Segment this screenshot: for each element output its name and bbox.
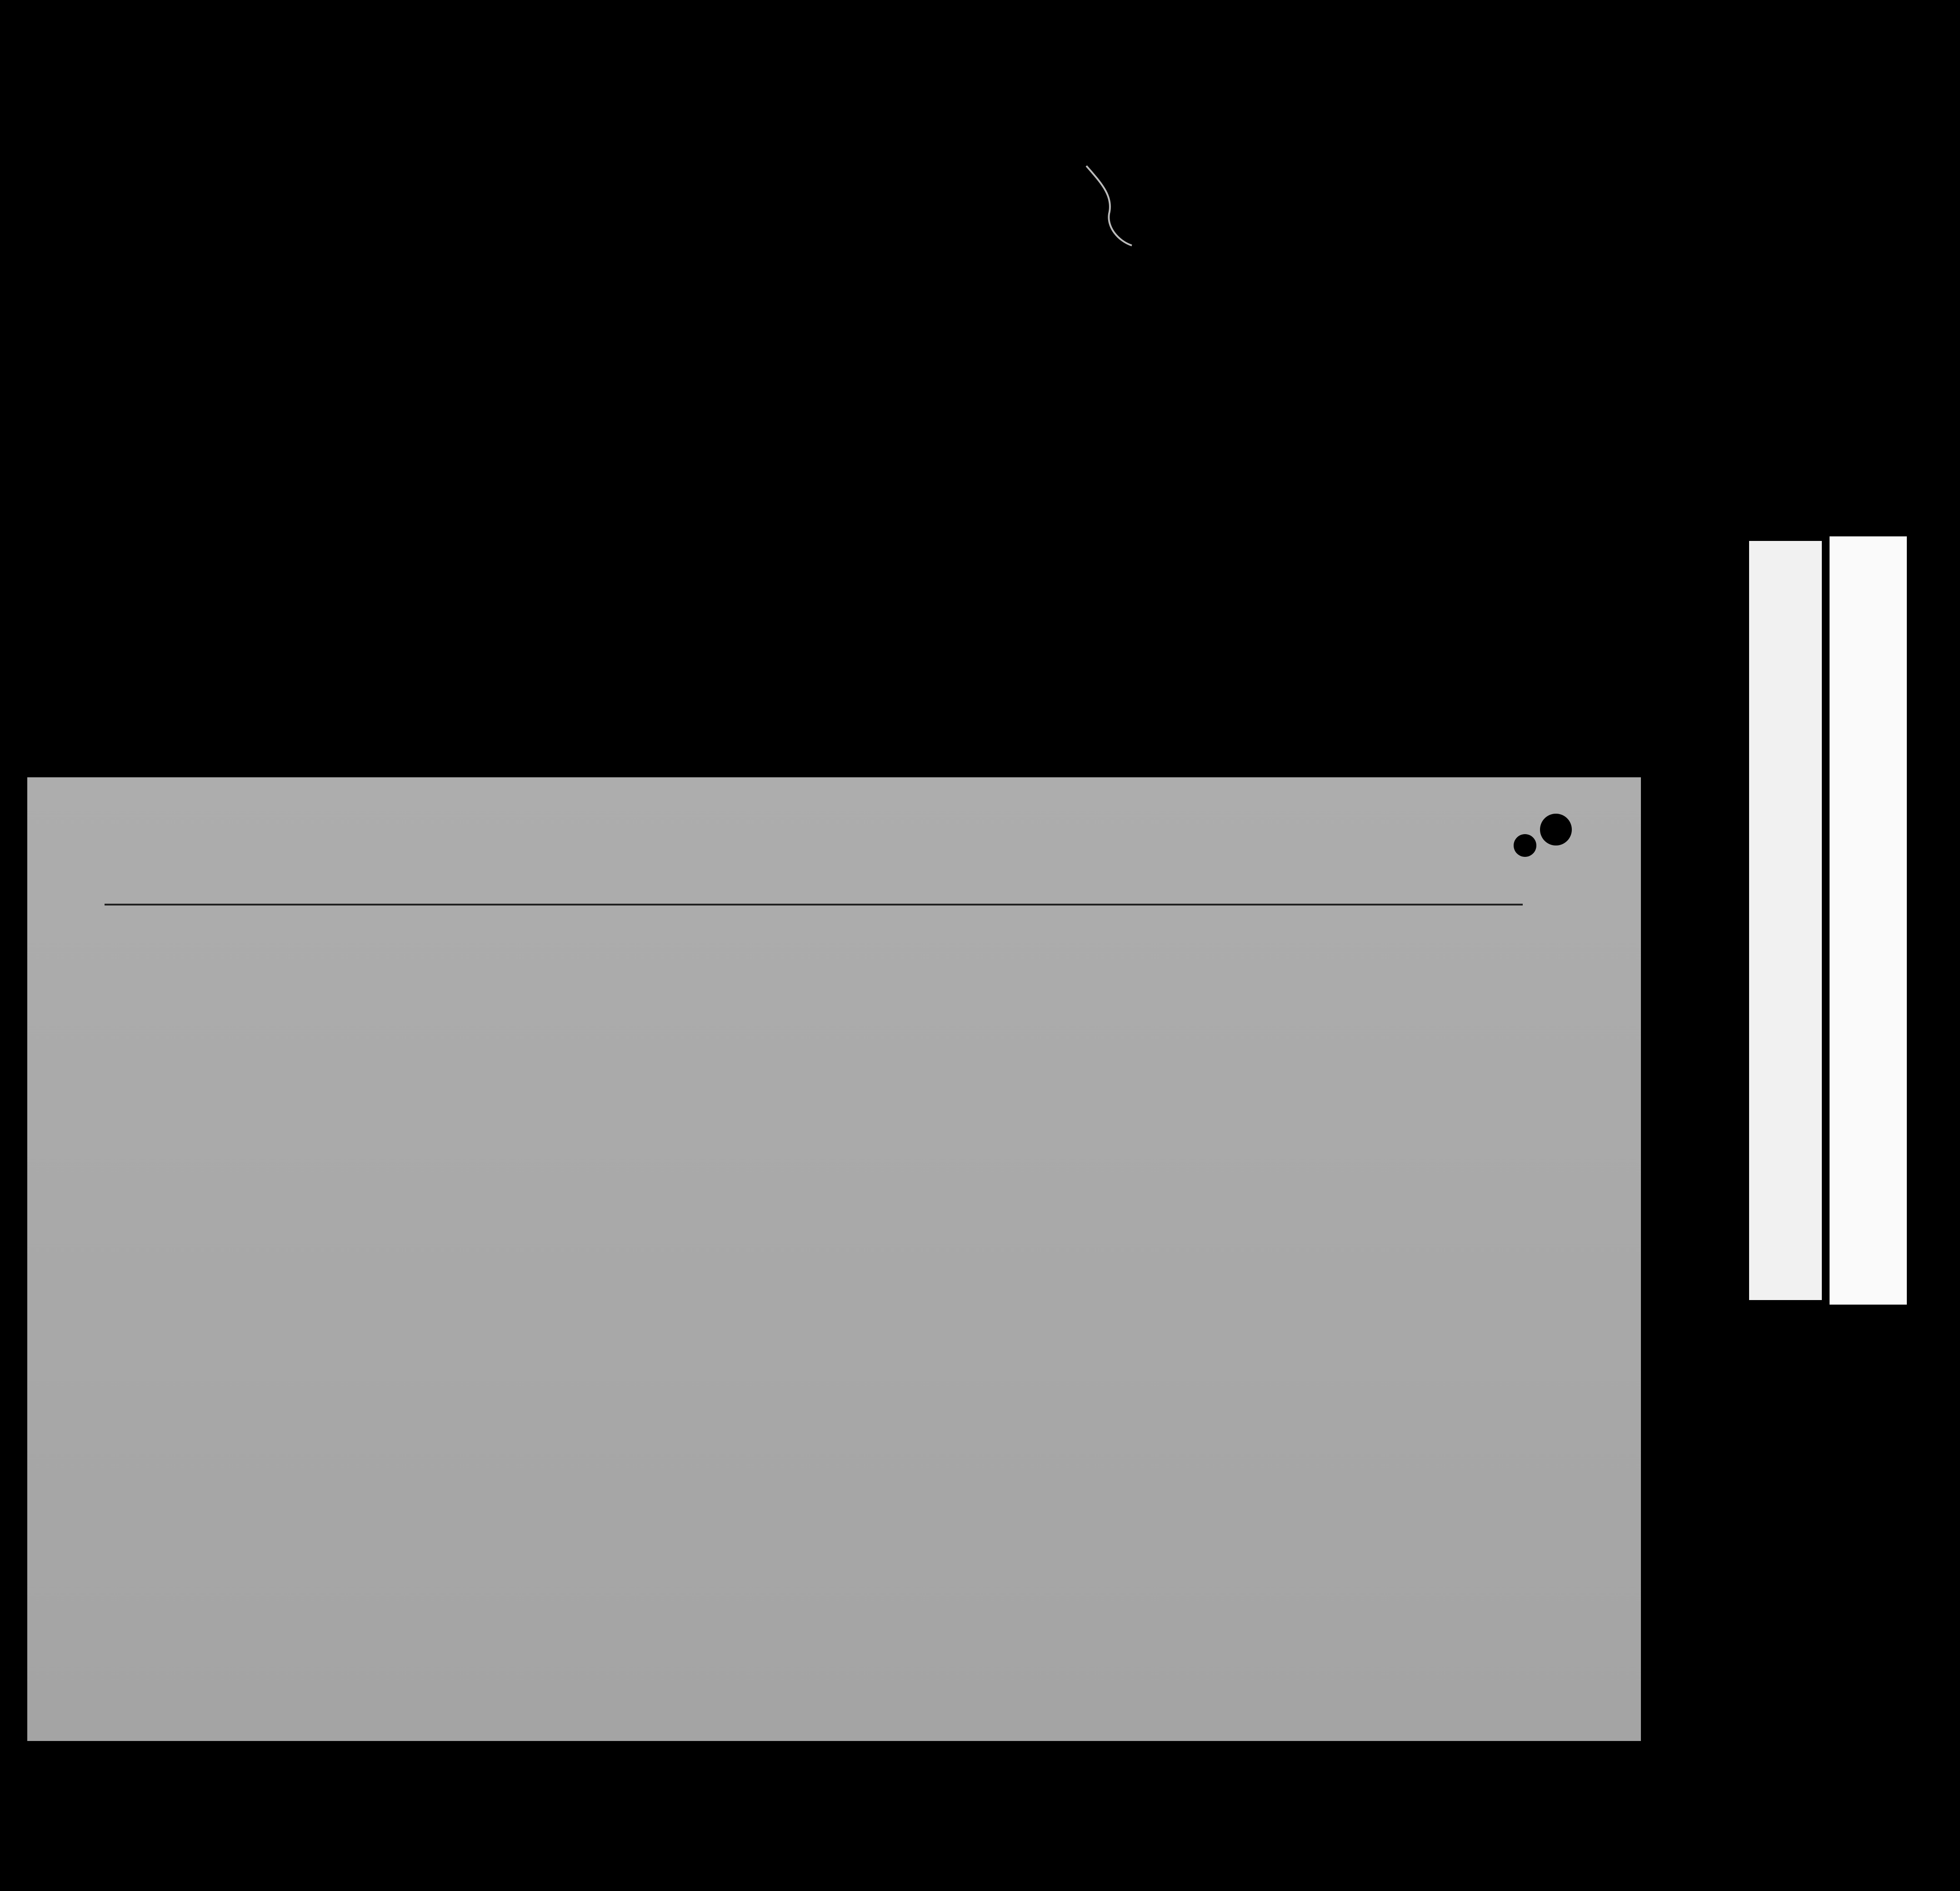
ink-blot bbox=[1514, 834, 1536, 857]
document-page bbox=[27, 777, 1641, 1741]
header-top-rule bbox=[105, 904, 1523, 905]
film-scratch bbox=[1082, 164, 1136, 250]
archive-institution-label bbox=[1830, 536, 1907, 1305]
archive-reference-label bbox=[1749, 541, 1822, 1300]
ink-blot bbox=[1540, 814, 1572, 845]
